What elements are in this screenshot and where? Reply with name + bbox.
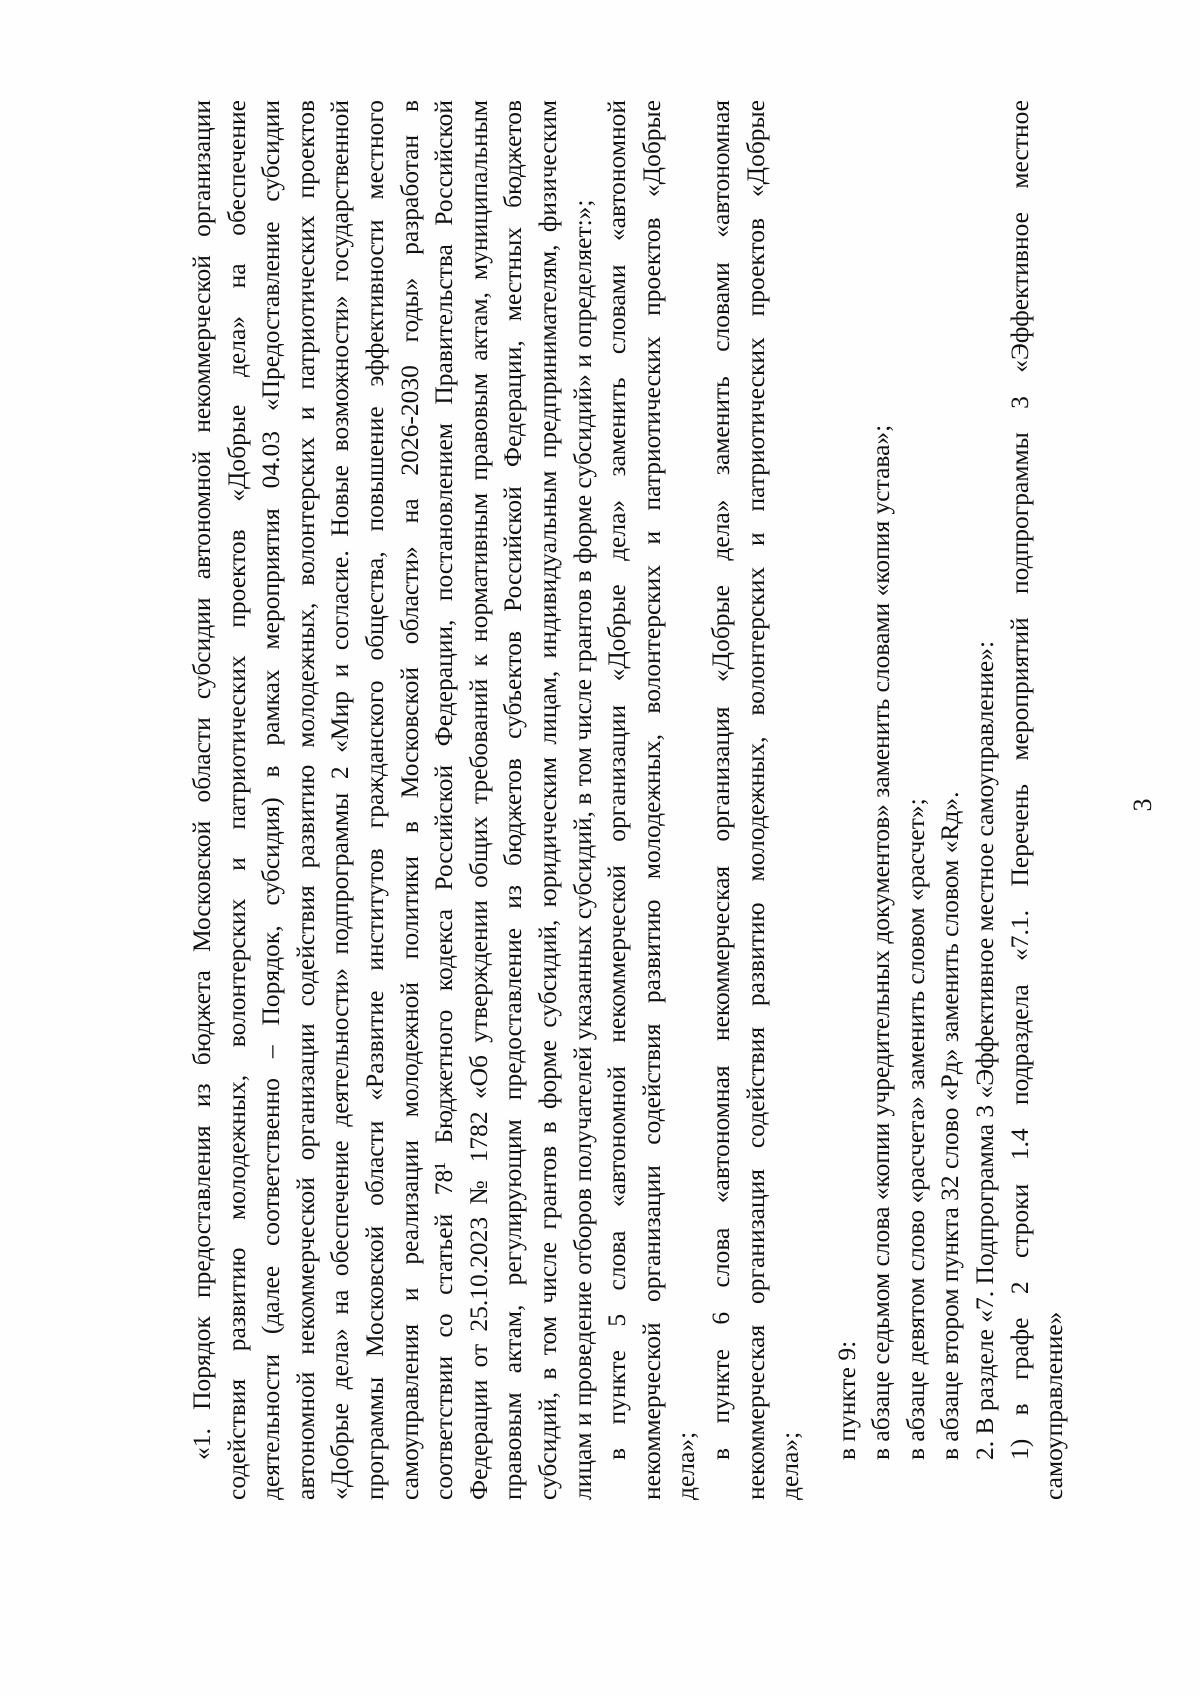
text-line: соответствии со статьей 78¹ Бюджетного кодекса Российской Федерации, постановлением Правительства Российской (429, 100, 459, 1500)
text-line: дела»; (671, 1431, 701, 1500)
text-line: некоммерческой организации содействия развитию молодежных, волонтерских и патриотических проектов «Добрые (636, 100, 666, 1500)
text-line: программы Московской области «Развитие институтов гражданского общества, повышение эффективности местного (359, 100, 389, 1500)
text-line: деятельности (далее соответственно – Порядок, субсидия) в рамках мероприятия 04.03 «Предоставление субсидии (256, 100, 286, 1500)
text-line: в пункте 9: (831, 1340, 861, 1460)
page-number: 3 (1128, 798, 1157, 812)
text-line: «1. Порядок предоставления из бюджета Московской области субсидии автономной некоммерческой организации (187, 100, 216, 1460)
text-line: 1) в графе 2 строки 1.4 подраздела «7.1. Перечень мероприятий подпрограммы 3 «Эффективное местное (1004, 100, 1034, 1460)
text-line: в пункте 5 слова «автономной некоммерческой организации «Добрые дела» заменить словами «автономной (602, 100, 632, 1460)
text-line: самоуправление» (1039, 1311, 1069, 1500)
text-line: правовым актам, регулирующим предоставление из бюджетов субъектов Российской Федерации, местных бюджетов (498, 100, 528, 1500)
text-line: в пункте 6 слова «автономная некоммерческая организация «Добрые дела» заменить словами «автономная (705, 100, 735, 1460)
text-line: лицам и проведение отборов получателей указанных субсидий, в том числе грантов в форме субсидий» и определяет:»; (567, 199, 597, 1500)
text-line: в абзаце втором пункта 32 слово «Pд» заменить словом «Rд». (935, 791, 965, 1460)
text-line: дела»; (775, 1431, 805, 1500)
text-line: «Добрые дела» на обеспечение деятельности» подпрограммы 2 «Мир и согласие. Новые возможности» государственной (325, 100, 355, 1500)
text-line: в абзаце девятом слово «расчета» заменить словом «расчет»; (900, 798, 930, 1460)
text-line: в абзаце седьмом слова «копии учредительных документов» заменить словами «копия устава»; (866, 424, 896, 1460)
text-line: Федерации от 25.10.2023 № 1782 «Об утверждении общих требований к нормативным правовым актам, муниципальным (463, 100, 493, 1500)
text-line: содействия развитию молодежных, волонтерских и патриотических проектов «Добрые дела» на обеспечение (221, 100, 251, 1500)
text-line: автономной некоммерческой организации содействия развитию молодежных, волонтерских и патриотических проектов (290, 100, 320, 1500)
text-line: самоуправления и реализации молодежной политики в Московской области» на 2026-2030 годы» разработан в (394, 100, 424, 1500)
text-line: 2. В разделе «7. Подпрограмма 3 «Эффективное местное самоуправление»: (970, 640, 1000, 1460)
paragraph-gap (808, 100, 830, 1500)
document-text-block (185, 100, 1125, 1500)
text-line: субсидий, в том числе грантов в форме субсидий, юридическим лицам, индивидуальным предпринимателям, физическим (532, 100, 562, 1500)
text-line: некоммерческая организация содействия развитию молодежных, волонтерских и патриотических проектов «Добрые (740, 100, 770, 1500)
